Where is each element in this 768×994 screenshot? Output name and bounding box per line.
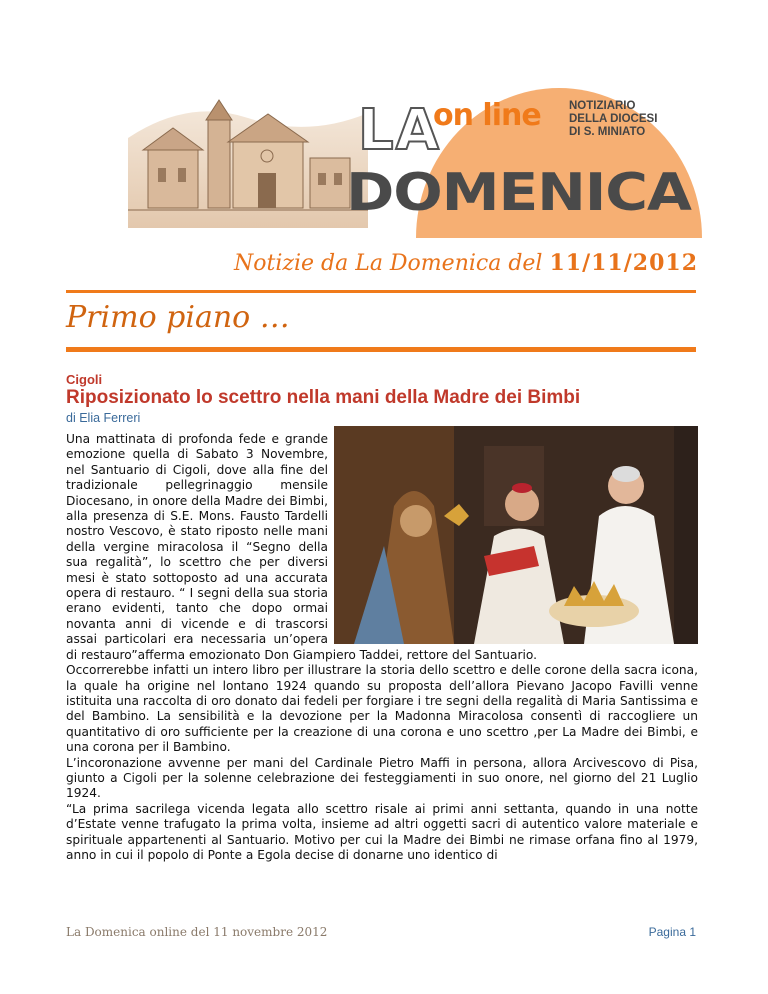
article-title: Riposizionato lo scettro nella mani della Madre dei Bimbi <box>66 387 581 408</box>
masthead-logo <box>128 78 703 238</box>
footer-publication: La Domenica online del 11 novembre 2012 <box>66 925 328 939</box>
divider-rule <box>66 347 696 352</box>
article-paragraph: L’incoronazione avvenne per mani del Cardinale Pietro Maffi in persona, allora Arcivescovo di Pisa, giunto a Cigoli per la solenne celebrazione dei festeggiamenti in suo onore, nel giorno del 21 Luglio 1924. <box>66 755 698 801</box>
article-paragraph: Occorrerebbe infatti un intero libro per illustrare la storia dello scettro e delle corone della sacra icona, la quale ha origine nel lontano 1924 quando su proposta dell’allora Pievano Jacopo Favilli venne istituita una raccolta di oro donato dai fedeli per forgiare i tre segni della regalità di Maria Santissima e del Bambino. La sensibilità e la devozione per la Madonna Miracolosa consentì di raccogliere un quantitativo di oro sufficiente per la creazione di una corona e uno scettro ,per La Madre dei Bimbi, e una corona per il Bambino. <box>66 663 698 755</box>
page-number: Pagina 1 <box>648 925 696 939</box>
church-sketch-illustration <box>128 78 368 228</box>
issue-script-text: Notizie da La Domenica del <box>234 251 543 276</box>
article-photo <box>334 426 698 644</box>
article-body <box>66 432 698 863</box>
section-title: Primo piano … <box>66 300 290 335</box>
logo-online-text: on line <box>433 98 541 133</box>
notiziario-line: DELLA DIOCESI <box>569 113 658 125</box>
article-paragraph: Una mattinata di profonda fede e grande emozione quella di Sabato 3 Novembre, nel Santuario di Cigoli, dove alla fine del tradizionale pellegrinaggio mensile Diocesano, in onore della Madre dei Bimbi, alla presenza di S.E. Mons. Fausto Tardelli nostro Vescovo, è stato riposto nelle mani della vergine miracolosa il “Segno della sua regalità”, lo scettro che per diversi mesi è stato sottoposto ad una accurata opera di restauro. “ I segni della sua storia erano evidenti, tanto che dopo ormai novanta anni di vicende e di trascorsi assai particolari era necessaria un’opera di restauro”afferma emozionato Don Giampiero Taddei, rettore del Santuario. <box>66 432 537 662</box>
ceremony-photo-illustration <box>334 426 698 644</box>
logo-la-text: LA <box>358 98 442 163</box>
issue-date: 11/11/2012 <box>549 250 698 276</box>
divider-rule <box>66 290 696 293</box>
logo-domenica-text: DOMENICA <box>346 163 691 223</box>
article-byline: di Elia Ferreri <box>66 411 141 425</box>
article-paragraph: “La prima sacrilega vicenda legata allo scettro risale ai primi anni settanta, quando in una notte d’Estate venne trafugato la prima volta, insieme ad altri oggetti sacri di autentico valore materiale e spirituale appartenenti al Santuario. Motivo per cui la Madre dei Bimbi ne rimase orfana fino al 1979, anno in cui il popolo di Ponte a Egola decise di donarne uno identico di <box>66 801 698 862</box>
logo-notiziario-text <box>569 100 657 139</box>
article-kicker: Cigoli <box>66 372 103 387</box>
issue-heading <box>234 250 698 276</box>
notiziario-line: DI S. MINIATO <box>569 126 646 138</box>
notiziario-line: NOTIZIARIO <box>569 100 636 112</box>
